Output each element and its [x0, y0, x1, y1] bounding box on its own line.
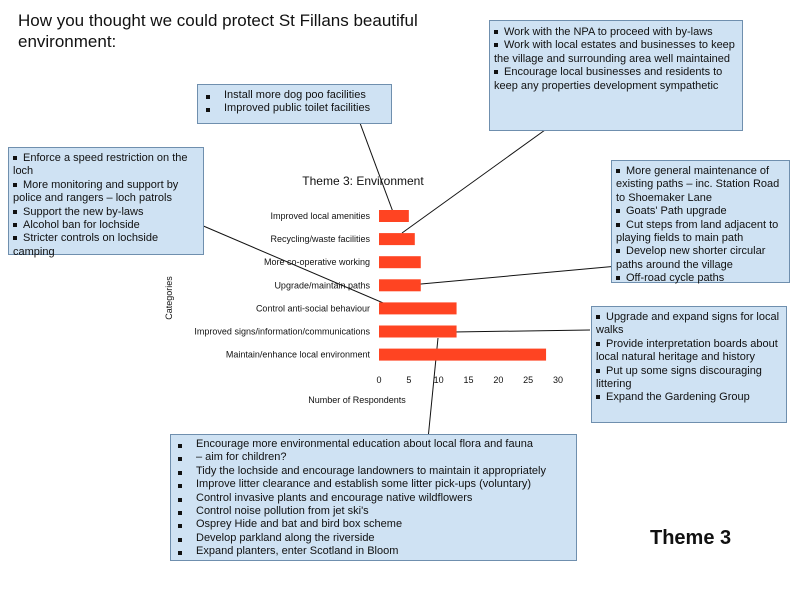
list-item: Put up some signs discouraging littering — [596, 364, 762, 391]
page-title: How you thought we could protect St Fillans beautiful environment: — [18, 11, 418, 51]
x-axis-label: Number of Respondents — [308, 395, 406, 405]
list-item: Encourage more environmental education about local flora and fauna — [174, 438, 573, 451]
list-item: More general maintenance of existing paths – inc. Station Road to Shoemaker Lane — [616, 165, 780, 204]
npa-list — [494, 26, 738, 93]
x-tick-label: 10 — [433, 375, 444, 385]
callout-paths — [611, 160, 790, 283]
list-item: Support the new by-laws — [13, 206, 199, 219]
category-label: Improved local amenities — [270, 211, 370, 221]
category-label: Recycling/waste facilities — [270, 234, 370, 245]
list-item: Tidy the lochside and encourage landowners to maintain it appropriately — [174, 465, 573, 478]
list-item: Upgrade and expand signs for local walks — [596, 311, 780, 337]
list-item: Provide interpretation boards about local natural heritage and history — [596, 337, 778, 364]
signs-list — [596, 311, 782, 405]
paths-list — [616, 165, 785, 286]
bar — [379, 210, 409, 222]
callout-education — [170, 434, 577, 561]
chart-title: Theme 3: Environment — [302, 174, 424, 188]
x-tick-label: 15 — [463, 375, 474, 385]
category-label: Control anti-social behaviour — [255, 303, 370, 314]
theme-label: Theme 3 — [650, 527, 732, 549]
category-label: Upgrade/maintain paths — [274, 280, 370, 291]
list-item: Install more dog poo facilities — [202, 89, 387, 102]
list-item: Stricter controls on lochside camping — [13, 232, 159, 258]
list-item: Develop parkland along the riverside — [174, 532, 573, 545]
list-item: Expand planters, enter Scotland in Bloom — [174, 545, 573, 558]
list-item: More monitoring and support by police and rangers – loch patrols — [13, 178, 179, 205]
x-tick-label: 25 — [523, 375, 534, 385]
x-tick-label: 30 — [552, 375, 564, 385]
list-item: Osprey Hide and bat and bird box scheme — [174, 518, 573, 531]
list-item: Goats' Path upgrade — [616, 205, 785, 218]
list-item: Control invasive plants and encourage native wildflowers — [174, 492, 573, 505]
callout-speed — [8, 147, 204, 258]
bar — [379, 256, 421, 268]
callout-signs — [591, 306, 787, 423]
list-item: – aim for children? — [174, 451, 573, 464]
list-item: Control noise pollution from jet ski's — [174, 505, 573, 518]
category-label: Maintain/enhance local environment — [225, 349, 370, 360]
list-item: Encourage local businesses and residents to keep any properties development sympathetic — [494, 66, 723, 92]
x-tick-label: 0 — [376, 375, 382, 385]
category-label: More co-operative working — [263, 257, 370, 268]
list-item: Improve litter clearance and establish some litter pick-ups (voluntary) — [174, 478, 573, 491]
bar — [379, 233, 415, 245]
toilets-list — [202, 89, 387, 116]
bar — [379, 279, 421, 291]
callout-npa — [489, 20, 743, 131]
x-tick-label: 5 — [406, 375, 412, 385]
list-item: Develop new shorter circular paths around the village — [616, 245, 766, 271]
list-item: Off-road cycle paths — [616, 272, 785, 285]
bar — [379, 326, 457, 338]
list-item: Cut steps from land adjacent to playing fields to main path — [616, 218, 779, 245]
x-tick-label: 20 — [493, 375, 504, 385]
list-item: Enforce a speed restriction on the loch — [13, 152, 188, 178]
speed-list — [13, 152, 199, 259]
education-list — [174, 438, 573, 559]
list-item: Work with the NPA to proceed with by-laws — [494, 26, 738, 39]
list-item: Improved public toilet facilities — [202, 102, 387, 115]
category-label: Improved signs/information/communications — [194, 326, 370, 337]
y-axis-label: Categories — [164, 276, 174, 320]
bar — [379, 349, 546, 361]
list-item: Work with local estates and businesses to keep the village and surrounding area well maintained — [494, 39, 735, 65]
bar — [379, 302, 457, 314]
callout-toilets — [197, 84, 392, 124]
list-item: Alcohol ban for lochside — [13, 219, 199, 232]
list-item: Expand the Gardening Group — [596, 391, 782, 404]
